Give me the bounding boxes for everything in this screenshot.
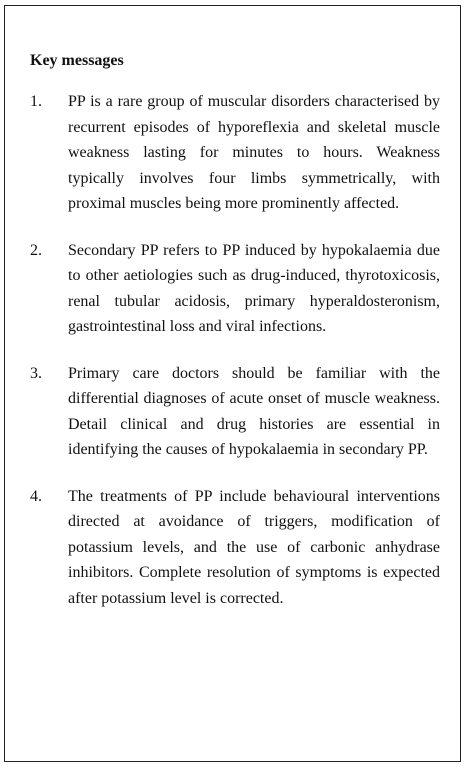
list-item-text: Primary care doctors should be familiar with the differential diagnoses of acute onset of muscle weakness. Detail clinical and drug histories are essential in identifying the causes of hypokalaemia in secondary PP.: [68, 364, 440, 458]
list-item-number: 2.: [30, 241, 42, 259]
key-messages-title: Key messages: [30, 52, 124, 69]
list-item-text: Secondary PP refers to PP induced by hypokalaemia due to other aetiologies such as drug-induced, thyrotoxicosis, renal tubular acidosis, primary hyperaldosteronism, gastrointestinal loss and viral infections.: [68, 241, 440, 335]
list-item-4: [30, 484, 440, 612]
list-item-text: PP is a rare group of muscular disorders characterised by recurrent episodes of hyporeflexia and skeletal muscle weakness lasting for minutes to hours. Weakness typically involves four limbs symmetrically, with proximal muscles being more prominently affected.: [68, 93, 440, 212]
list-item-number: 1.: [30, 93, 42, 110]
list-item-2: [30, 238, 440, 340]
list-item-text: The treatments of PP include behavioural interventions directed at avoidance of triggers, modification of potassium levels, and the use of carbonic anhydrase inhibitors. Complete resolution of symptoms is expected after potassium level is corrected.: [68, 487, 440, 607]
list-item-3: [30, 361, 440, 463]
list-item-1: [30, 89, 440, 217]
list-item-number: 3.: [30, 364, 42, 382]
key-messages-list: [30, 89, 440, 632]
list-item-number: 4.: [30, 487, 42, 505]
